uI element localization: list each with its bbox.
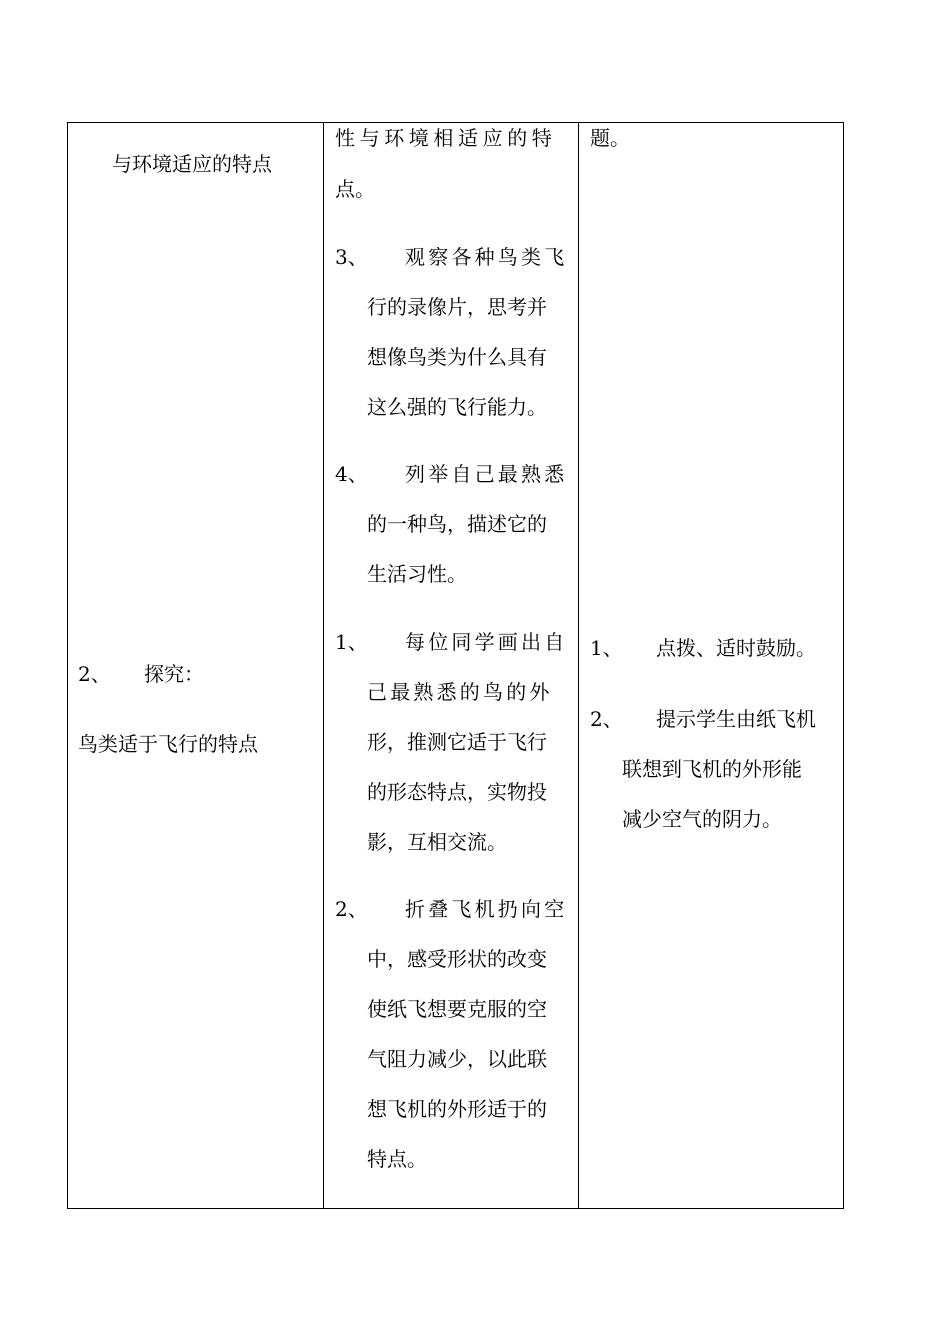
col2-item1-line2: 己最熟悉的鸟的外 [367, 680, 553, 704]
col2-item2-number: 2、 [335, 897, 368, 921]
col2-item1-line3: 形，推测它适于飞行 [367, 730, 547, 754]
col2-top-line2: 点。 [335, 177, 375, 201]
col3-item2-line1: 提示学生由纸飞机 [656, 707, 816, 731]
col2-top-line1: 性与环境相适应的特 [335, 126, 557, 150]
col2-item4-line3: 生活习性。 [367, 562, 467, 586]
col2-item1-line1: 每位同学画出自 [405, 630, 568, 654]
col1-topic-title: 鸟类适于飞行的特点 [78, 732, 258, 756]
col2-item2-line1: 折叠飞机扔向空 [405, 897, 568, 921]
col2-item2-line2: 中，感受形状的改变 [367, 947, 547, 971]
col2-item2-line5: 想飞机的外形适于的 [367, 1097, 547, 1121]
col1-item2-label: 探究： [144, 662, 204, 686]
column-divider-2 [578, 123, 579, 1208]
col2-item4-line1: 列举自己最熟悉 [405, 462, 568, 486]
col2-item2-line3: 使纸飞想要克服的空 [367, 997, 547, 1021]
col1-item2-number: 2、 [78, 662, 111, 686]
col2-item2-line6: 特点。 [367, 1147, 427, 1171]
col2-item4-line2: 的一种鸟，描述它的 [367, 512, 547, 536]
col3-item2-line3: 减少空气的阴力。 [622, 807, 782, 831]
col2-item3-line4: 这么强的飞行能力。 [367, 395, 547, 419]
col3-item1-number: 1、 [590, 636, 623, 660]
col2-item4-number: 4、 [335, 462, 368, 486]
col2-item2-line4: 气阻力减少，以此联 [367, 1047, 547, 1071]
col2-item3-line1: 观察各种鸟类飞 [405, 245, 568, 269]
column-divider-1 [323, 123, 324, 1208]
col3-item1-line1: 点拨、适时鼓励。 [656, 636, 816, 660]
col1-topic-continued: 与环境适应的特点 [112, 152, 272, 176]
col2-item3-line2: 行的录像片，思考并 [367, 295, 547, 319]
col3-item2-number: 2、 [590, 707, 623, 731]
col2-item1-line4: 的形态特点，实物投 [367, 780, 547, 804]
col2-item3-number: 3、 [335, 245, 368, 269]
col2-item1-line5: 影，互相交流。 [367, 830, 507, 854]
col3-top-line: 题。 [590, 126, 630, 150]
col3-item2-line2: 联想到飞机的外形能 [622, 757, 802, 781]
col2-item1-number: 1、 [335, 630, 368, 654]
col2-item3-line3: 想像鸟类为什么具有 [367, 345, 547, 369]
